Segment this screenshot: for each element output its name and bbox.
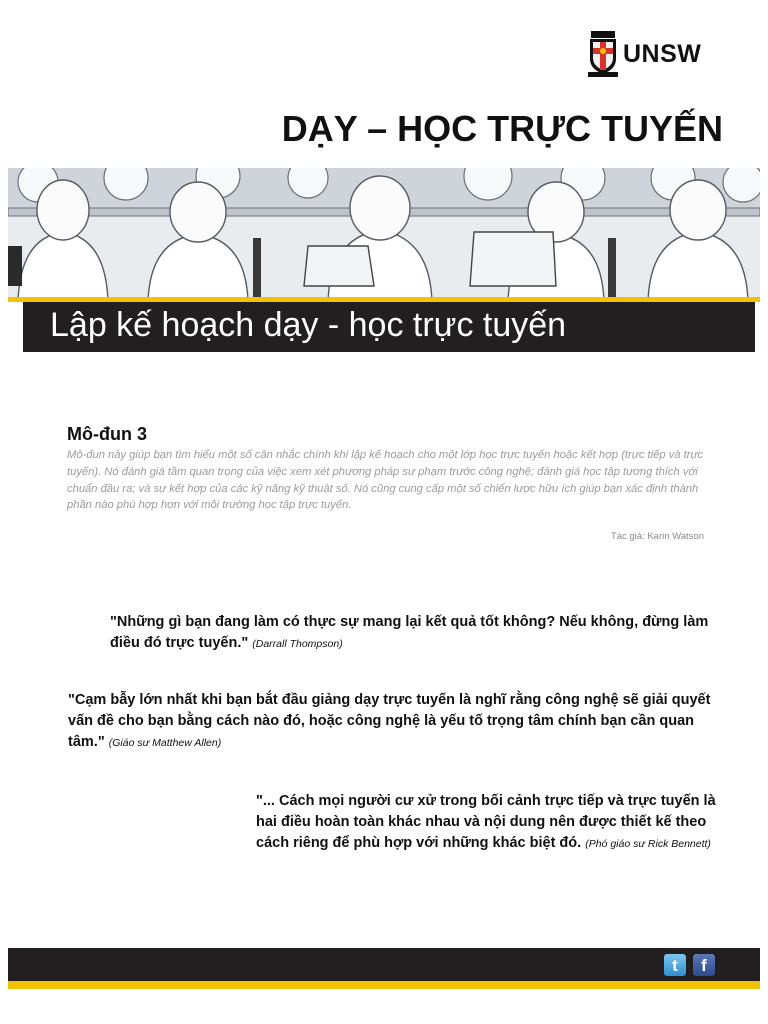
quote-text: "Cạm bẫy lớn nhất khi bạn bắt đầu giảng dạy trực tuyến là nghĩ rằng công nghệ sẽ giải quyết vấn đề cho bạn bằng cách nào đó, hoặc công nghệ là yếu tố trọng tâm chính bạn cần quan tâm." [68,692,711,750]
quote-attribution: (Phó giáo sư Rick Bennett) [585,838,711,850]
classroom-illustration [8,168,760,302]
twitter-icon[interactable] [664,954,686,976]
quote-attribution: (Giáo sư Matthew Allen) [108,737,222,749]
quote-allen [68,690,718,754]
twitter-glyph: t [672,956,678,975]
quote-thompson [110,612,720,655]
module-title: Mô-đun 3 [67,424,147,444]
logo-text: UNSW [623,39,702,68]
unsw-crest-icon [588,31,618,77]
unsw-logo [588,31,701,77]
author-credit: Tác giả: Karin Watson [610,531,704,542]
quote-text: "... Cách mọi người cư xử trong bối cảnh trực tiếp và trực tuyến là hai điều hoàn toàn khác nhau và nội dung nên được thiết kế theo cách riêng để phù hợp với những khác biệt đó. [256,793,716,851]
quote-text: "Những gì bạn đang làm có thực sự mang lại kết quả tốt không? Nếu không, đừng làm điều đó trực tuyến." [110,614,709,651]
footer-bar [8,948,760,981]
subtitle: Lập kế hoạch dạy - học trực tuyến [50,306,567,344]
facebook-glyph: f [701,956,707,975]
page-title: DẠY – HỌC TRỰC TUYẾN [281,108,723,149]
quote-attribution: (Darrall Thompson) [252,638,343,650]
quote-bennett [256,791,732,855]
facebook-icon[interactable] [693,954,715,976]
subtitle-bar [23,302,755,352]
module-description: Mô-đun này giúp bạn tìm hiểu một số cân nhắc chính khi lập kế hoạch cho một lớp học trực tuyến hoặc kết hợp (trực tiếp và trực tuyến). Nó đánh giá tầm quan trọng của việc xem xét phương pháp sư phạm trước công nghệ; đánh giá học tập tương thích với chuẩn đầu ra; và sự kết hợp của các kỹ năng kỹ thuật số. Nó cũng cung cấp một số chiến lược hữu ích giúp bạn xác định thành phần nào phù hợp hơn với môi trường học tập trực tuyến. [67,449,704,512]
footer-accent-stripe [8,981,760,989]
